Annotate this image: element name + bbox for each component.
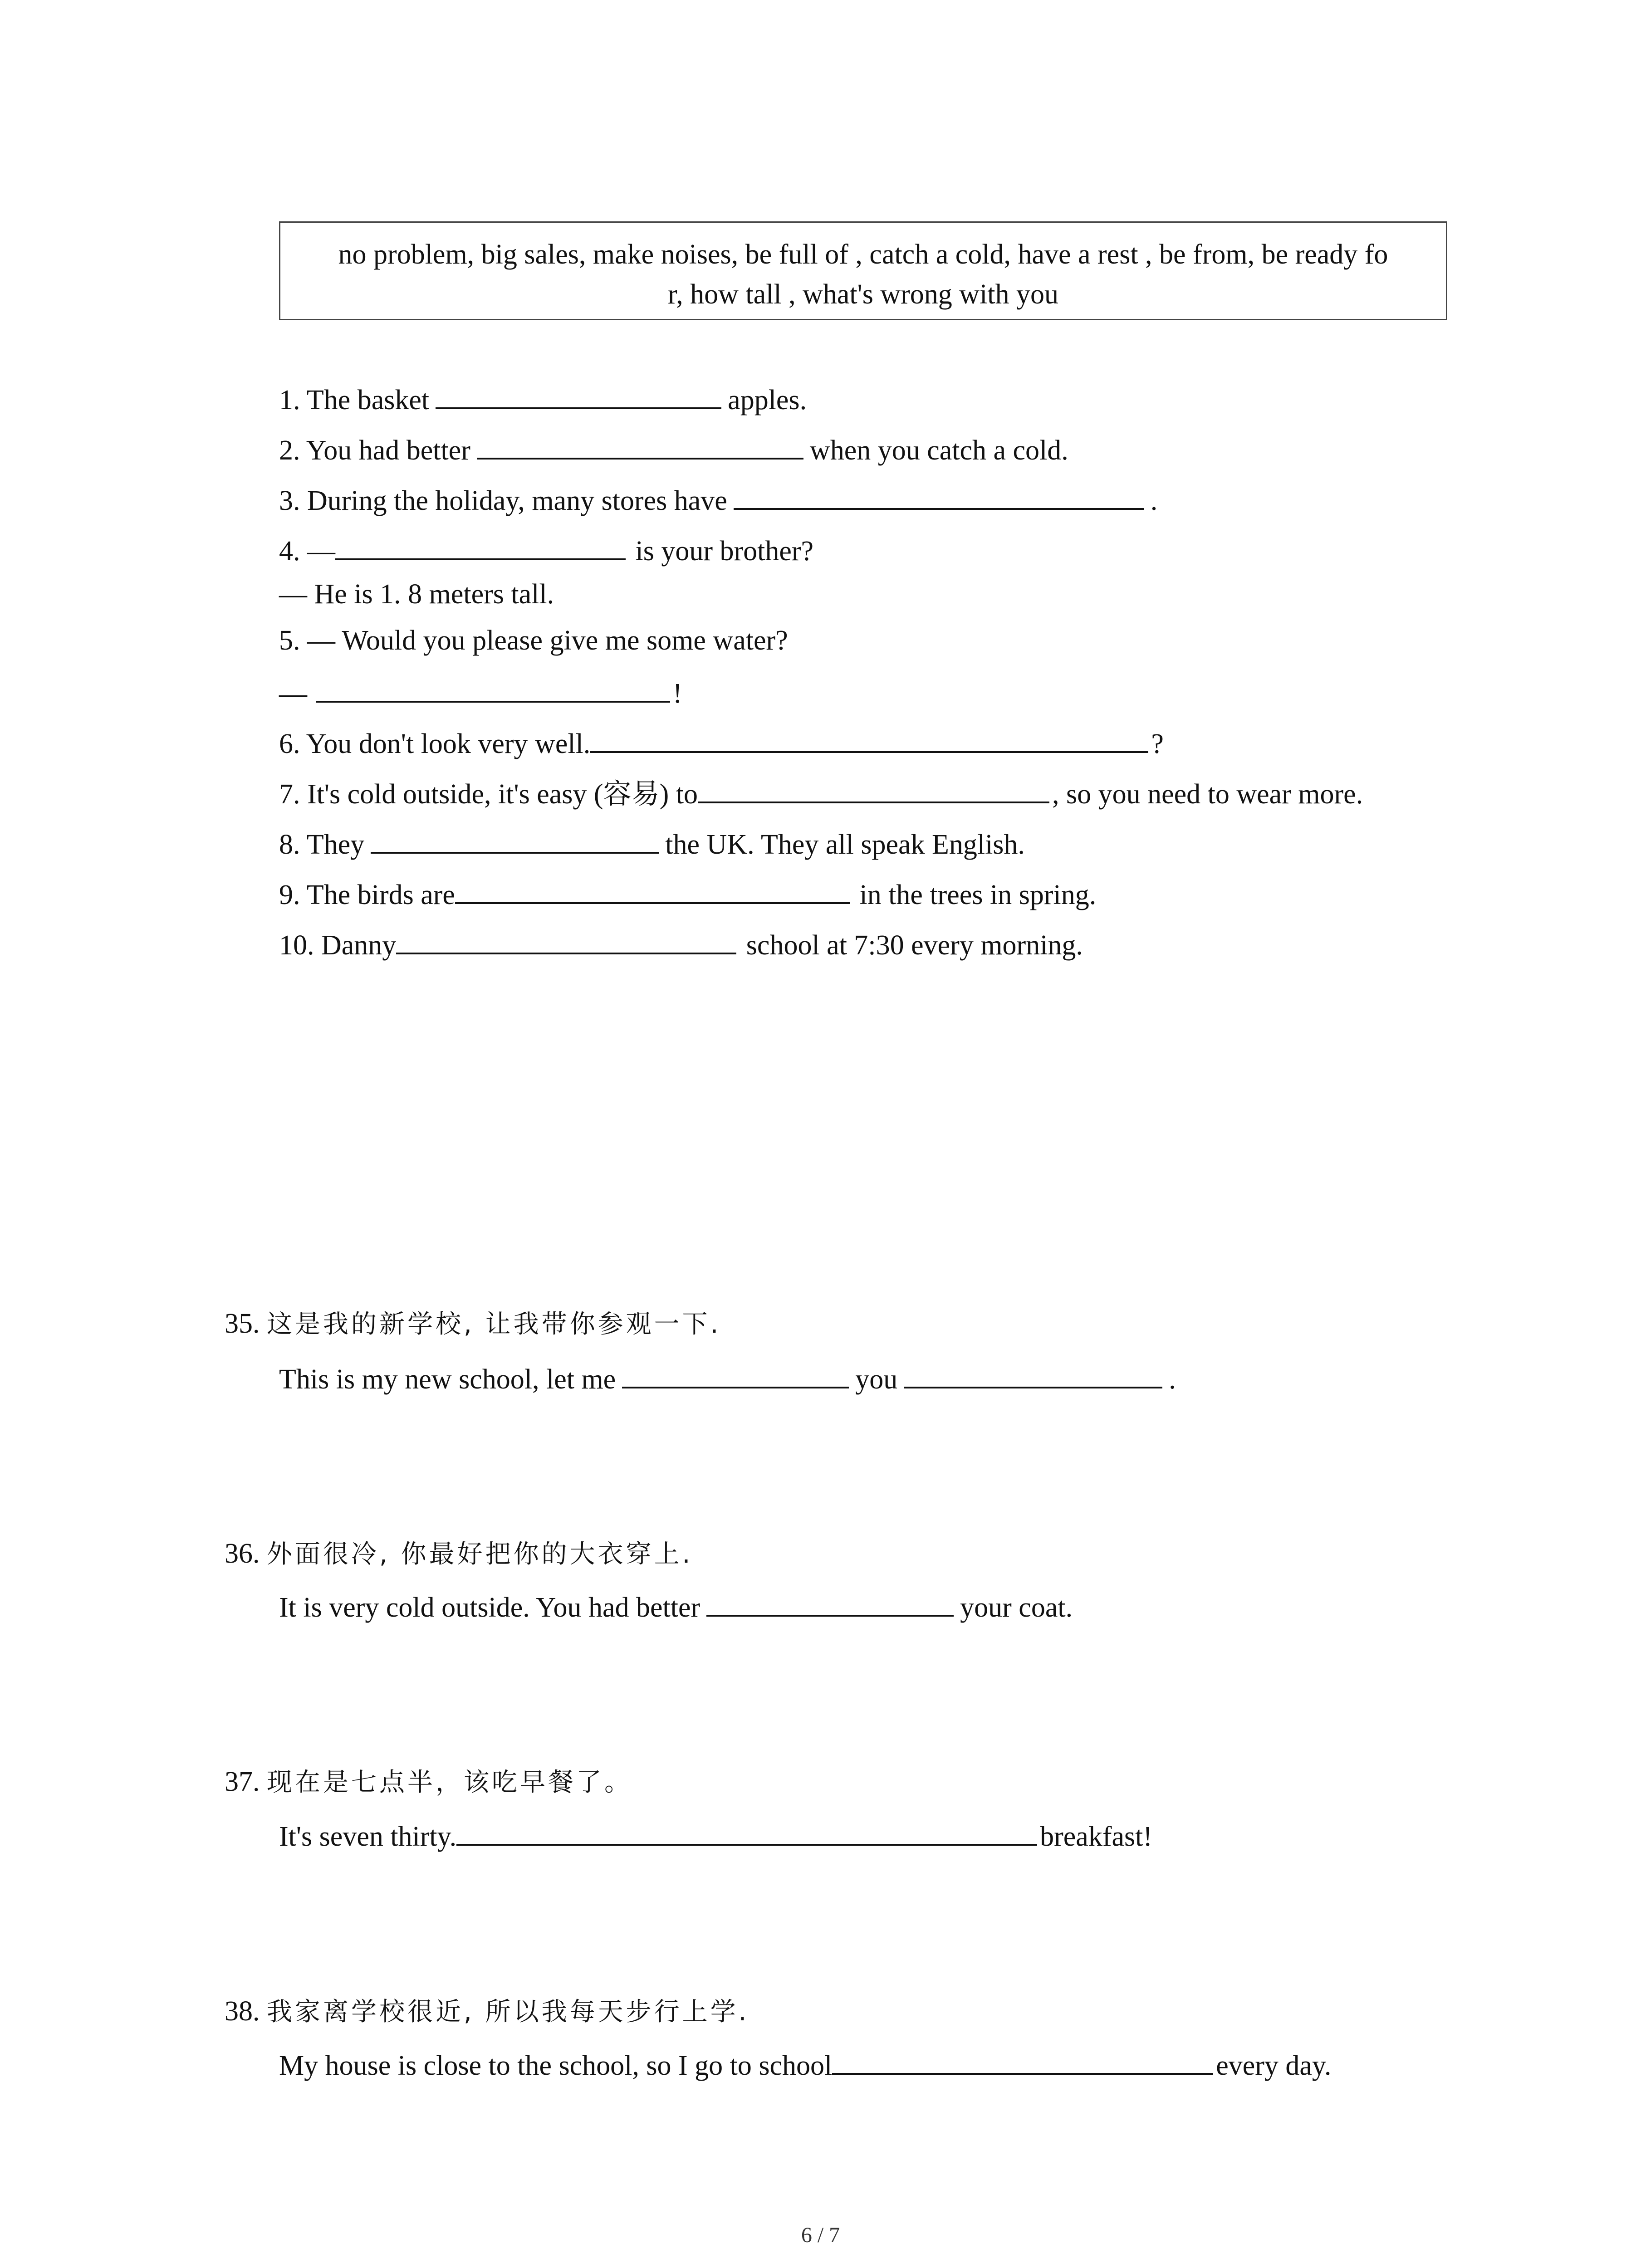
answer-blank[interactable] [734, 480, 1144, 510]
item-text: 5. — Would you please give me some water? [279, 625, 788, 656]
item-text: — [279, 678, 307, 709]
translation-answer-37 [279, 1816, 1152, 1855]
fill-in-item-5 [279, 622, 788, 659]
item-text: My house is close to the school, so I go to school [279, 2050, 833, 2081]
chinese-sentence: 这是我的新学校, 让我带你参观一下. [267, 1310, 721, 1339]
word-bank-box [279, 221, 1447, 320]
fill-in-answer-5 [279, 673, 682, 712]
word-bank-line: r, how tall , what's wrong with you [667, 279, 1059, 310]
item-text: 7. It's cold outside, it's easy (容易) to [279, 779, 698, 810]
answer-blank[interactable] [832, 2045, 1213, 2075]
answer-blank[interactable] [622, 1359, 849, 1388]
item-text: . [1150, 485, 1158, 516]
item-text: your coat. [960, 1592, 1073, 1623]
item-text: ! [673, 678, 682, 709]
item-text: — He is 1. 8 meters tall. [279, 579, 554, 610]
answer-blank[interactable] [590, 723, 1148, 753]
item-text: 10. Danny [279, 930, 397, 961]
fill-in-item-6 [279, 723, 1164, 762]
answer-blank[interactable] [396, 924, 736, 954]
answer-blank[interactable] [706, 1587, 954, 1617]
answer-blank[interactable] [456, 1816, 1037, 1846]
item-text: breakfast! [1040, 1821, 1152, 1852]
fill-in-item-2 [279, 430, 1068, 469]
chinese-sentence: 现在是七点半，该吃早餐了。 [267, 1768, 632, 1797]
fill-in-item-3 [279, 480, 1157, 519]
item-text: apples. [728, 385, 807, 415]
translation-item-38 [225, 1993, 749, 2030]
item-text: 9. The birds are [279, 880, 455, 910]
answer-blank[interactable] [335, 530, 626, 560]
answer-blank[interactable] [477, 430, 803, 459]
answer-blank[interactable] [904, 1359, 1162, 1388]
item-text: It's seven thirty. [279, 1821, 457, 1852]
translation-item-37 [225, 1764, 632, 1801]
item-text: the UK. They all speak English. [665, 829, 1025, 860]
answer-blank[interactable] [698, 773, 1049, 803]
fill-in-item-10 [279, 924, 1083, 963]
item-text: 6. You don't look very well. [279, 728, 591, 759]
answer-blank[interactable] [371, 824, 659, 854]
item-text: is your brother? [635, 536, 814, 567]
translation-item-35 [225, 1305, 721, 1343]
answer-blank[interactable] [316, 673, 670, 703]
fill-in-answer-4 [279, 576, 554, 612]
item-text: 1. The basket [279, 385, 430, 415]
question-number: 38. [225, 1996, 260, 2027]
item-text: school at 7:30 every morning. [746, 930, 1083, 961]
fill-in-item-1 [279, 379, 807, 418]
item-text: 4. — [279, 536, 335, 567]
fill-in-item-7 [279, 773, 1363, 812]
question-number: 36. [225, 1538, 260, 1569]
translation-answer-36 [279, 1587, 1073, 1626]
question-number: 37. [225, 1766, 260, 1797]
question-number: 35. [225, 1308, 260, 1339]
item-text: It is very cold outside. You had better [279, 1592, 700, 1623]
answer-blank[interactable] [436, 379, 721, 409]
fill-in-item-4 [279, 530, 813, 569]
item-text: This is my new school, let me [279, 1364, 616, 1395]
word-bank-line: no problem, big sales, make noises, be full of , catch a cold, have a rest , be from, be ready fo [338, 239, 1388, 270]
chinese-sentence: 我家离学校很近, 所以我每天步行上学. [267, 1997, 749, 2027]
item-text: , so you need to wear more. [1052, 779, 1363, 810]
fill-in-item-9 [279, 874, 1096, 913]
fill-in-item-8 [279, 824, 1025, 863]
item-text: ? [1151, 728, 1164, 759]
item-text: every day. [1216, 2050, 1332, 2081]
answer-blank[interactable] [455, 874, 850, 904]
item-text: in the trees in spring. [859, 880, 1097, 910]
translation-answer-38 [279, 2045, 1331, 2084]
item-text: you [855, 1364, 898, 1395]
chinese-sentence: 外面很冷, 你最好把你的大衣穿上. [267, 1540, 693, 1569]
item-text: . [1169, 1364, 1176, 1395]
item-text: when you catch a cold. [809, 435, 1068, 466]
page-number: 6 / 7 [801, 2223, 840, 2247]
item-text: 2. You had better [279, 435, 470, 466]
item-text: 3. During the holiday, many stores have [279, 485, 727, 516]
translation-item-36 [225, 1535, 693, 1573]
item-text: 8. They [279, 829, 365, 860]
translation-answer-35 [279, 1359, 1176, 1398]
